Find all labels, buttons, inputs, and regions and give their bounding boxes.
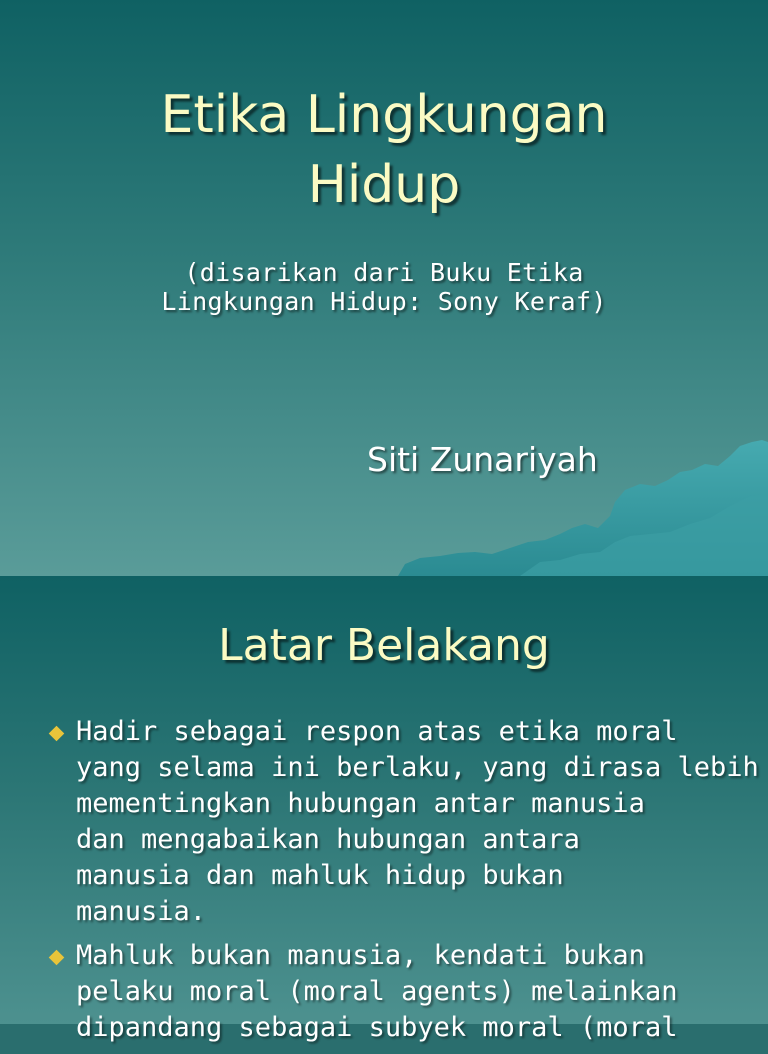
- bullet-line: pelaku moral (moral agents) melainkan: [76, 976, 678, 1007]
- bullet-item: [48, 714, 759, 930]
- bullet-line: dan mengabaikan hubungan antara: [76, 824, 580, 855]
- title-line-1: Etika Lingkungan: [160, 85, 608, 145]
- bullet-list: [48, 714, 759, 1054]
- bullet-line: manusia.: [76, 896, 207, 927]
- bullet-item: [48, 938, 748, 1046]
- subtitle-line-1: (disarikan dari Buku Etika: [184, 258, 584, 287]
- diamond-bullet-icon: [49, 726, 65, 742]
- slide-subtitle: [0, 258, 768, 316]
- section-title: Latar Belakang: [218, 620, 550, 671]
- title-line-2: Hidup: [307, 155, 461, 215]
- slide-2: [0, 576, 768, 1043]
- author-name: Siti Zunariyah: [367, 440, 598, 479]
- bullet-line: yang selama ini berlaku, yang dirasa lebih: [76, 752, 759, 783]
- diamond-bullet-icon: [49, 950, 65, 966]
- bullet-line: dipandang sebagai subyek moral (moral: [76, 1012, 678, 1043]
- subtitle-line-2: Lingkungan Hidup: Sony Keraf): [161, 287, 607, 316]
- bullet-line: Hadir sebagai respon atas etika moral: [76, 716, 678, 747]
- bullet-line: mementingkan hubungan antar manusia: [76, 788, 645, 819]
- bullet-line: Mahluk bukan manusia, kendati bukan: [76, 940, 645, 971]
- slide-title: [0, 80, 768, 220]
- bullet-line: manusia dan mahluk hidup bukan: [76, 860, 564, 891]
- mountain-decoration: [0, 436, 768, 576]
